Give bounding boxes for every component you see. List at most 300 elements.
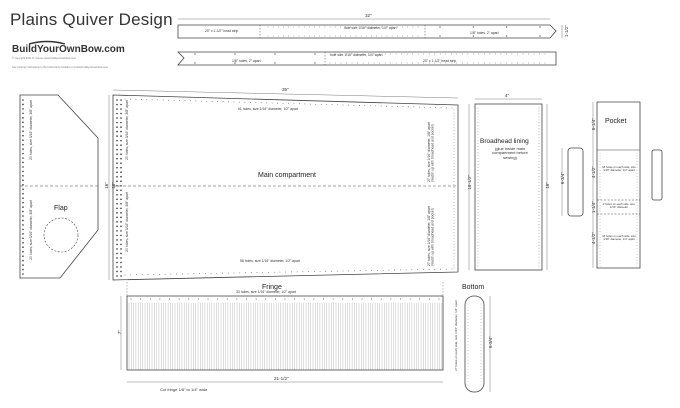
stitch-hole [120,108,122,110]
stitch-hole [517,54,518,55]
stitch-hole [297,271,298,272]
stitch-hole [268,27,269,28]
stitch-hole [600,257,601,258]
stitch-hole [539,140,540,141]
stitch-hole [539,134,540,135]
stitch-hole [454,175,455,176]
stitch-hole [274,272,275,273]
stitch-hole [142,274,143,275]
stitch-hole [120,185,122,187]
stitch-hole [179,299,180,300]
stitch-hole [481,344,482,345]
stitch-hole [490,54,491,55]
stitch-hole [116,149,118,151]
stitch-hole [539,179,540,180]
stitch-hole [637,231,638,232]
stitch-hole [539,215,540,216]
stitch-hole [217,101,218,102]
stitch-hole [116,208,118,210]
stitch-hole [600,196,601,197]
stitch-hole [116,262,118,264]
stitch-hole [131,299,132,300]
stitch-hole [120,113,122,115]
stitch-hole [394,270,395,271]
stitch-hole [454,238,455,239]
stitch-hole [539,218,540,219]
stitch-hole [120,162,122,164]
stitch-hole [22,139,24,141]
stitch-hole [454,226,455,227]
stitch-hole [451,54,452,55]
stitch-hole [637,257,638,258]
stitch-hole [454,244,455,245]
stitch-hole [340,36,341,37]
stitch-hole [350,36,351,37]
stitch-hole [478,108,479,109]
stitch-hole [165,274,166,275]
stitch-hole [325,271,326,272]
stitch-hole [478,164,479,165]
stitch-hole [116,194,118,196]
stitch-hole [22,215,24,217]
stitch-hole [600,173,601,174]
stitch-hole [539,173,540,174]
stitch-hole [600,167,601,168]
fringe-name: Fringe [262,284,282,291]
stitch-hole [512,63,513,64]
stitch-hole [116,135,118,137]
stitch-hole [600,211,601,212]
stitch-hole [600,237,601,238]
stitch-hole [120,239,122,241]
stitch-hole [454,220,455,221]
stitch-hole [539,126,540,127]
stitch-hole [116,271,118,273]
stitch-hole [361,36,362,37]
stitch-hole [273,27,274,28]
stitch-hole [454,136,455,137]
stitch-hole [390,299,391,300]
stitch-hole [194,62,195,63]
stitch-hole [534,54,535,55]
main-compartment-name: Main compartment [258,172,316,179]
stitch-hole [539,120,540,121]
stitch-hole [116,226,118,228]
flap-button-circle [44,218,78,252]
stitch-hole [637,196,638,197]
stitch-hole [150,299,151,300]
stitch-hole [454,169,455,170]
copyright-text: © copyright 2011 D. Garner www.buildyourownbow.com [12,57,76,60]
stitch-hole [397,106,398,107]
stitch-hole [478,191,479,192]
stitch-hole [478,143,479,144]
stitch-hole [478,129,479,130]
stitch-hole [22,233,24,235]
stitch-hole [454,193,455,194]
stitch-hole [22,171,24,173]
stitch-hole [637,225,638,226]
stitch-hole [116,167,118,169]
stitch-hole [319,27,320,28]
stitch-hole [325,27,326,28]
stitch-hole [637,216,638,217]
broadhead-name: Broadhead lining [480,138,529,145]
stitch-hole [539,129,540,130]
stitch-hole [429,54,430,55]
stitch-hole [356,36,357,37]
stitch-hole [600,179,601,180]
stitch-hole [478,245,479,246]
stitch-hole [304,299,305,300]
stitch-hole [304,27,305,28]
stitch-hole [481,316,482,317]
stitch-hole [468,319,469,320]
stitch-hole [120,275,122,277]
stitch-hole [452,269,453,270]
stitch-hole [120,271,122,273]
stitch-hole [539,236,540,237]
stitch-hole [539,114,540,115]
stitch-hole [481,363,482,364]
stitch-hole [22,108,24,110]
stitch-hole [120,171,122,173]
stitch-hole [407,63,408,64]
stitch-hole [251,272,252,273]
stitch-hole [120,189,122,191]
stitch-hole [637,219,638,220]
stitch-hole [506,35,507,36]
stitch-hole [116,185,118,187]
stitch-hole [120,203,122,205]
stitch-hole [440,269,441,270]
stitch-hole [341,63,342,64]
stitch-hole [478,266,479,267]
stitch-hole [479,54,480,55]
stitch-hole [407,27,408,28]
stitch-hole [418,27,419,28]
stitch-hole [446,269,447,270]
stitch-hole [22,99,24,101]
stitch-hole [478,212,479,213]
stitch-hole [22,242,24,244]
stitch-hole [22,153,24,155]
stitch-hole [637,202,638,203]
main-width-dim: 35" [282,87,289,92]
stitch-hole [467,54,468,55]
stitch-hole [22,197,24,199]
stitch-hole [116,140,118,142]
stitch-hole [170,274,171,275]
stitch-hole [478,203,479,204]
stitch-hole [478,126,479,127]
stitch-hole [456,54,457,55]
stitch-hole [274,53,275,54]
stitch-hole [539,206,540,207]
stitch-hole [600,240,601,241]
stitch-hole [278,27,279,28]
strap-length-dim: 32" [365,13,372,18]
stitch-hole [308,271,309,272]
stitch-hole [337,104,338,105]
stitch-hole [468,385,469,386]
stitch-hole [481,354,482,355]
stitch-hole [274,62,275,63]
stitch-hole [539,111,540,112]
stitch-hole [454,128,455,129]
stitch-hole [454,256,455,257]
stitch-hole [423,54,424,55]
stitch-hole [600,228,601,229]
stitch-hole [401,54,402,55]
stitch-hole [454,178,455,179]
stitch-hole [314,27,315,28]
stitch-hole [637,156,638,157]
stitch-hole [454,142,455,143]
stitch-hole [359,105,360,106]
stitch-hole [495,54,496,55]
stitch-hole [637,237,638,238]
stitch-hole [239,272,240,273]
stitch-hole [539,227,540,228]
stitch-hole [228,101,229,102]
stitch-hole [637,182,638,183]
stitch-hole [495,63,496,64]
stitch-hole [217,299,218,300]
stitch-hole [481,357,482,358]
stitch-hole [600,205,601,206]
stitch-hole [539,194,540,195]
stitch-hole [452,108,453,109]
stitch-hole [116,203,118,205]
stitch-hole [539,132,540,133]
stitch-hole [454,268,455,269]
stitch-hole [481,366,482,367]
stitch-hole [125,275,126,276]
stitch-hole [354,105,355,106]
stitch-hole [22,104,24,106]
stitch-hole [148,274,149,275]
strap-top-right-label: 1/8" holes, 2" apart [470,31,499,35]
stitch-hole [468,366,469,367]
stitch-hole [120,167,122,169]
stitch-hole [120,230,122,232]
stitch-hole [335,36,336,37]
stitch-hole [454,211,455,212]
stitch-hole [478,132,479,133]
stitch-hole [539,242,540,243]
stitch-hole [539,200,540,201]
stitch-hole [277,103,278,104]
stitch-hole [299,36,300,37]
site-logo: BuildYourOwnBow.com [12,44,125,55]
stitch-hole [120,158,122,160]
stitch-hole [637,266,638,267]
stitch-hole [454,116,455,117]
stitch-hole [454,199,455,200]
stitch-hole [468,378,469,379]
stitch-hole [429,269,430,270]
stitch-hole [22,126,24,128]
stitch-hole [454,265,455,266]
stitch-hole [371,270,372,271]
stitch-hole [320,271,321,272]
stitch-hole [371,36,372,37]
stitch-hole [478,120,479,121]
stitch-hole [116,176,118,178]
dimension-lines [109,19,593,392]
stitch-hole [314,36,315,37]
stitch-hole [330,63,331,64]
stitch-hole [120,104,122,106]
stitch-hole [539,233,540,234]
stitch-hole [539,245,540,246]
stitch-hole [385,54,386,55]
stitch-hole [454,110,455,111]
stitch-hole [539,108,540,109]
stitch-hole [397,27,398,28]
broadhead-lining-piece [475,104,542,270]
stitch-hole [637,164,638,165]
stitch-hole [400,270,401,271]
stitch-hole [600,185,601,186]
pocket-side-strip [652,150,662,200]
stitch-hole [637,158,638,159]
stitch-hole [360,270,361,271]
stitch-hole [418,54,419,55]
stitch-hole [116,257,118,259]
stitch-hole [539,188,540,189]
stitch-hole [199,273,200,274]
stitch-hole [381,299,382,300]
stitch-hole [185,100,186,101]
stitch-hole [481,341,482,342]
stitch-hole [22,273,24,275]
stitch-hole [377,270,378,271]
bottom-label: 27 holes on each side, size 1/16" diameter, 1/4" apart [454,300,458,371]
stitch-hole [22,184,24,186]
stitch-hole [490,63,491,64]
stitch-hole [600,193,601,194]
stitch-hole [294,27,295,28]
stitch-hole [275,299,276,300]
stitch-hole [539,149,540,150]
stitch-hole [478,146,479,147]
stitch-hole [120,217,122,219]
stitch-hole [539,212,540,213]
stitch-hole [454,160,455,161]
stitch-hole [234,273,235,274]
stitch-hole [454,139,455,140]
stitch-hole [266,103,267,104]
stitch-hole [343,271,344,272]
stitch-hole [228,273,229,274]
stitch-hole [116,275,118,277]
stitch-hole [397,36,398,37]
stitch-hole [363,63,364,64]
strap-bottom-left-label: 1/8" holes, 2" apart [232,59,261,63]
stitch-hole [370,105,371,106]
stitch-hole [478,167,479,168]
stitch-hole [418,63,419,64]
stitch-hole [396,54,397,55]
stitch-hole [386,106,387,107]
stitch-hole [120,266,122,268]
stitch-hole [637,176,638,177]
stitch-hole [116,221,118,223]
stitch-hole [539,176,540,177]
stitch-hole [481,332,482,333]
stitch-hole [174,100,175,101]
stitch-hole [478,155,479,156]
stitch-hole [637,170,638,171]
stitch-hole [481,335,482,336]
stitch-hole [600,245,601,246]
stitch-hole [478,170,479,171]
stitch-hole [315,104,316,105]
stitch-hole [454,148,455,149]
stitch-hole [478,111,479,112]
stitch-hole [309,36,310,37]
stitch-hole [116,235,118,237]
main-right-top-label: 27 holes, size 1/16" diameter, 1/8" apart (match up with broadhead and pocket) [427,122,435,182]
stitch-hole [22,130,24,132]
stitch-hole [379,63,380,64]
stitch-hole [261,102,262,103]
stitch-hole [176,274,177,275]
stitch-hole [468,316,469,317]
strap-bottom-right-label: 20" x 1-1/2" bead strip [423,59,457,63]
stitch-hole [435,107,436,108]
fringe-cut-note: Cut fringe 1/8" to 1/4" wide [160,387,208,392]
stitch-hole [340,27,341,28]
stitch-hole [434,54,435,55]
stitch-hole [216,273,217,274]
stitch-hole [454,134,455,135]
stitch-hole [468,360,469,361]
stitch-hole [265,299,266,300]
stitch-hole [419,107,420,108]
stitch-hole [383,270,384,271]
stitch-hole [539,224,540,225]
fringe-width-dim: 21-1/2" [274,376,289,381]
stitch-hole [506,26,507,27]
stitch-hole [206,101,207,102]
stitch-hole [478,209,479,210]
stitch-hole [211,273,212,274]
stitch-hole [120,131,122,133]
stitch-hole [454,119,455,120]
stitch-hole [294,36,295,37]
stitch-hole [195,101,196,102]
stitch-hole [600,170,601,171]
stitch-holes [22,26,637,385]
print-note: See printing instructions in the instructions booklet or at www.buildyourownbow.com [12,66,109,69]
stitch-hole [430,107,431,108]
stitch-hole [116,104,118,106]
flap-top-label: 20 holes, size 3/16" diameter, 3/8" apart [29,100,33,160]
stitch-hole [403,106,404,107]
stitch-hole [141,99,142,100]
stitch-hole [116,239,118,241]
stitch-hole [410,299,411,300]
stitch-hole [481,372,482,373]
stitch-hole [288,36,289,37]
stitch-hole [600,266,601,267]
stitch-hole [600,164,601,165]
stitch-hole [478,197,479,198]
stitch-hole [419,299,420,300]
